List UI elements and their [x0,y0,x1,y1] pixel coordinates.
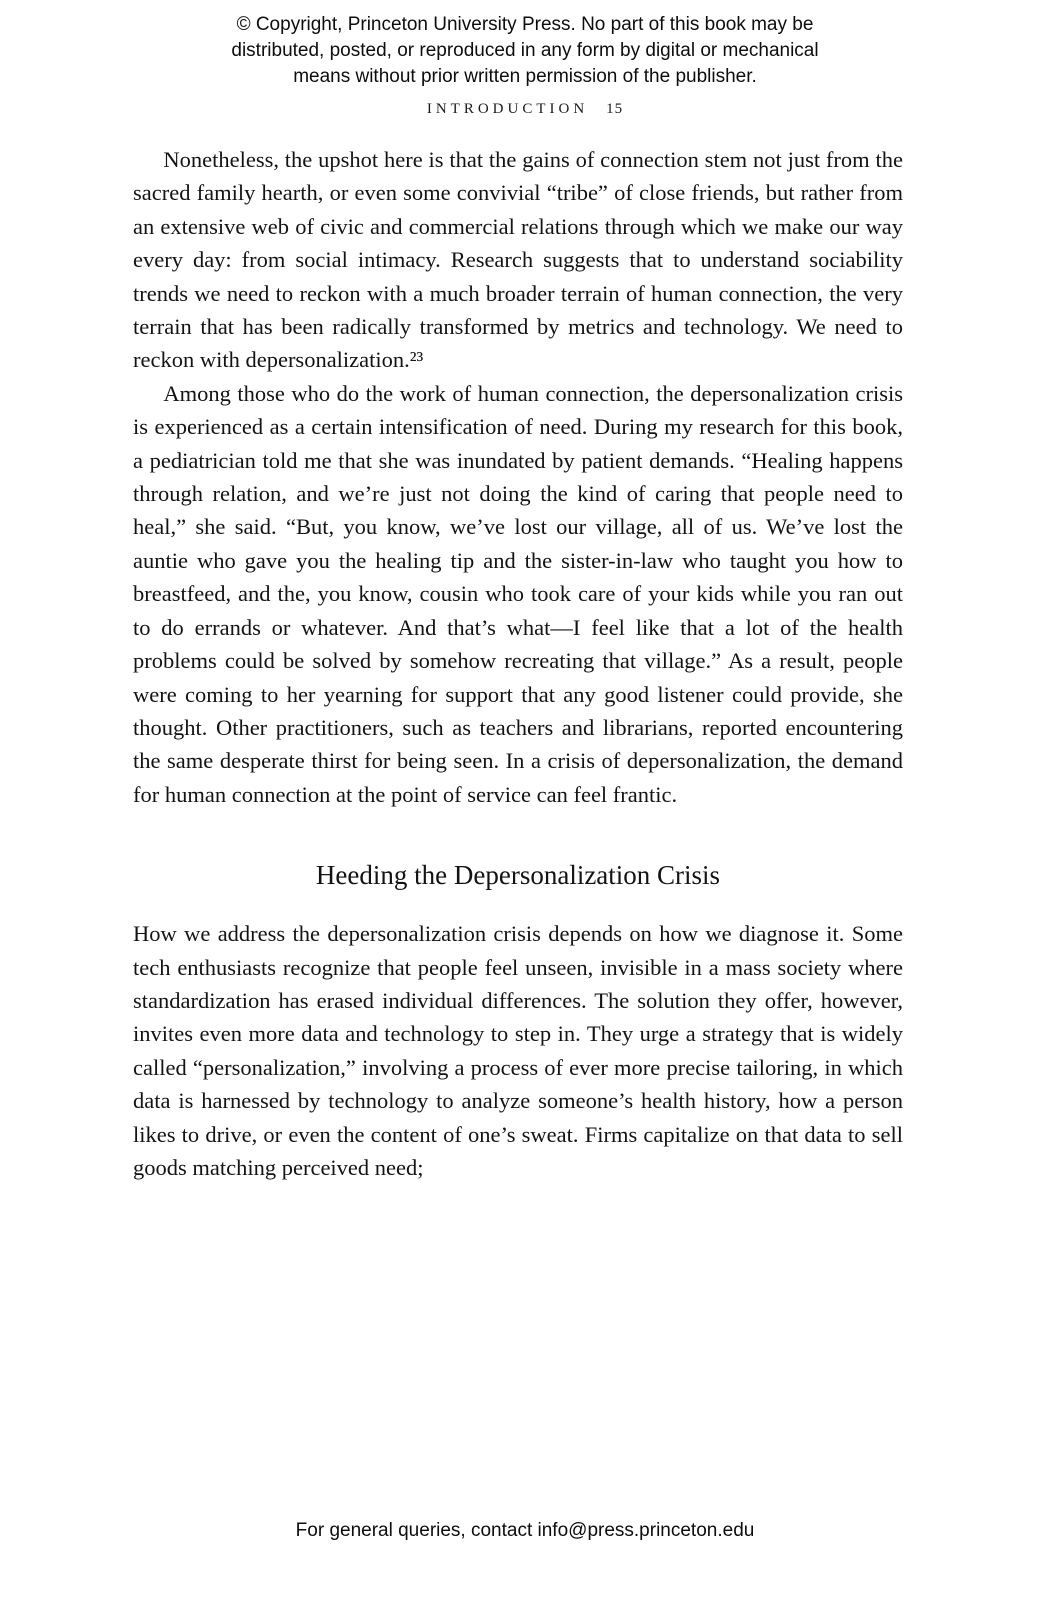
body-text [133,143,903,1184]
paragraph: Among those who do the work of human connection, the depersonalization crisis is experienced as a certain intensification of need. During my research for this book, a pediatrician told me that she was inundated by patient demands. “Healing happens through relation, and we’re just not doing the kind of caring that people need to heal,” she said. “But, you know, we’ve lost our village, all of us. We’ve lost the auntie who gave you the healing tip and the sister-in-law who taught you how to breastfeed, and the, you know, cousin who took care of your kids while you ran out to do errands or whatever. And that’s what—I feel like that a lot of the health problems could be solved by somehow recreating that village.” As a result, people were coming to her yearning for support that any good listener could provide, she thought. Other practitioners, such as teachers and librarians, reported encountering the same desperate thirst for being seen. In a crisis of depersonalization, the demand for human connection at the point of service can feel frantic. [133,380,903,807]
running-head [0,101,1050,118]
copyright-line-3: means without prior written permission of the publisher. [293,66,757,87]
copyright-notice [145,12,905,90]
paragraph: How we address the depersonalization crisis depends on how we diagnose it. Some tech enthusiasts recognize that people feel unseen, invisible in a mass society where standardization has erased individual differences. The solution they offer, however, invites even more data and technology to step in. They urge a strategy that is widely called “personalization,” involving a process of ever more precise tailoring, in which data is harnessed by technology to analyze someone’s health history, how a person likes to drive, or even the content of one’s sweat. Firms capitalize on that data to sell goods matching perceived need; [133,921,903,1180]
paragraph: Nonetheless, the upshot here is that the gains of connection stem not just from the sacred family hearth, or even some convivial “tribe” of close friends, but rather from an extensive web of civic and commercial relations through which we make our way every day: from social intimacy. Research suggests that to understand sociability trends we need to reckon with a much broader terrain of human connection, the very terrain that has been radically transformed by metrics and technology. We need to reckon with depersonalization.²³ [133,147,903,373]
running-title: INTRODUCTION [426,101,589,117]
footer-query: For general queries, contact info@press.princeton.edu [295,1520,755,1541]
page-number: 15 [606,101,624,117]
section-heading: Heeding the Depersonalization Crisis [315,860,721,891]
copyright-line-1: © Copyright, Princeton University Press. No part of this book may be [236,14,814,35]
copyright-line-2: distributed, posted, or reproduced in any form by digital or mechanical [231,40,819,61]
